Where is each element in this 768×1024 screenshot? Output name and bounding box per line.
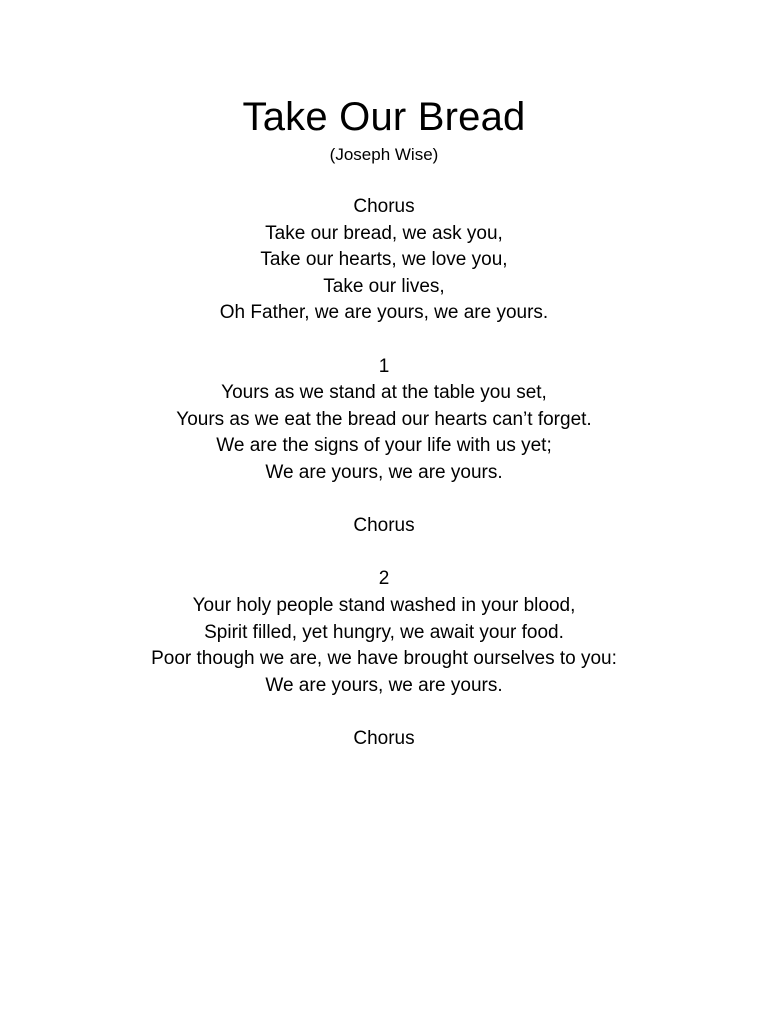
lyrics-section-verse-2	[0, 566, 768, 699]
section-heading: 2	[378, 568, 390, 590]
lyric-line: Take our lives,	[323, 275, 445, 297]
section-heading: 1	[378, 355, 390, 377]
lyrics-section-chorus-3	[0, 726, 768, 753]
lyric-line: We are yours, we are yours.	[265, 674, 503, 696]
song-author: (Joseph Wise)	[329, 145, 439, 164]
lyric-line: Spirit filled, yet hungry, we await your food.	[204, 621, 564, 643]
section-spacer	[0, 699, 768, 726]
lyric-line: Yours as we eat the bread our hearts can’t forget.	[176, 408, 592, 430]
lyric-line: Take our hearts, we love you,	[260, 249, 508, 271]
lyric-line: We are the signs of your life with us yet;	[216, 435, 552, 457]
lyric-line: Oh Father, we are yours, we are yours.	[219, 302, 549, 324]
section-heading: Chorus	[353, 515, 415, 537]
lyrics-body	[0, 194, 768, 752]
song-title: Take Our Bread	[242, 95, 526, 139]
section-spacer	[0, 327, 768, 354]
lyric-line: Your holy people stand washed in your blood,	[192, 594, 576, 616]
section-spacer	[0, 487, 768, 514]
section-heading: Chorus	[353, 727, 415, 749]
lyrics-section-verse-1	[0, 354, 768, 487]
lyric-line: We are yours, we are yours.	[265, 461, 503, 483]
lyric-line: Poor though we are, we have brought ourselves to you:	[151, 648, 617, 670]
lyrics-section-chorus-2	[0, 513, 768, 540]
lyric-line: Take our bread, we ask you,	[265, 222, 503, 244]
section-spacer	[0, 540, 768, 567]
section-heading: Chorus	[353, 196, 415, 217]
lyrics-section-chorus-1	[0, 194, 768, 327]
lyric-line: Yours as we stand at the table you set,	[221, 382, 547, 404]
